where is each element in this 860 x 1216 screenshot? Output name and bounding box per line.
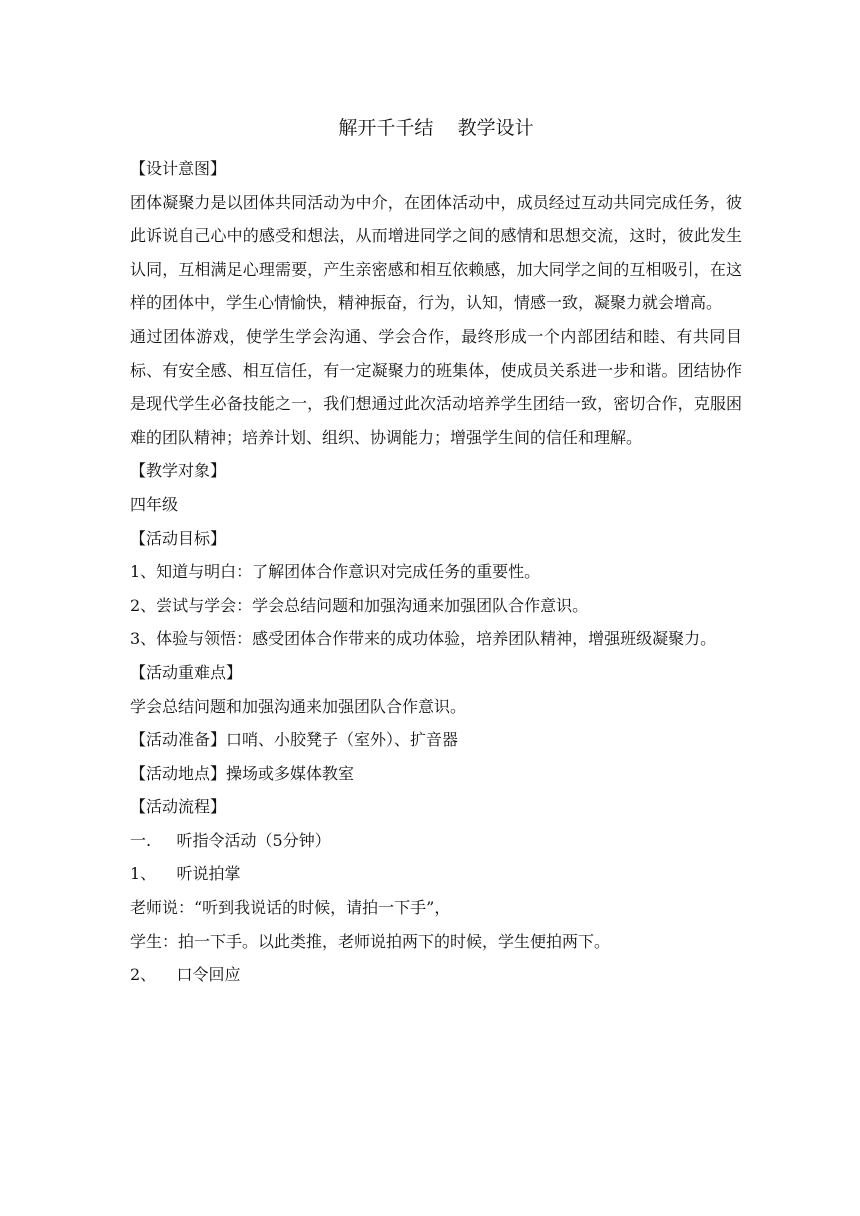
body-paragraph: 老师说：“听到我说话的时候，请拍一下手”， <box>130 898 451 918</box>
section-heading-key-points: 【活动重难点】 <box>130 662 243 682</box>
body-paragraph: 学生：拍一下手。以此类推，老师说拍两下的时候，学生便拍两下。 <box>130 931 611 951</box>
section-heading-procedure: 【活动流程】 <box>130 797 227 817</box>
document-page <box>130 112 742 992</box>
procedure-substep: 2、 口令回应 <box>130 965 241 985</box>
body-paragraph: 团体凝聚力是以团体共同活动为中介，在团体活动中，成员经过互动共同完成任务，彼此诉说自己心中的感受和想法，从而增进同学之间的感情和思想交流，这时，彼此发生认同，互相满足心理需要，产生亲密感和相互依赖感，加大同学之间的互相吸引，在这样的团体中，学生心情愉快，精神振奋，行为，认知，情感一致，凝聚力就会增高。 <box>130 192 742 313</box>
body-paragraph: 四年级 <box>130 494 179 514</box>
section-heading-teaching-target: 【教学对象】 <box>130 461 227 481</box>
document-title: 解开千千结 教学设计 <box>338 117 534 139</box>
section-heading-preparation: 【活动准备】口哨、小胶凳子（室外）、扩音器 <box>130 730 459 750</box>
section-heading-location: 【活动地点】操场或多媒体教室 <box>130 763 355 783</box>
procedure-step: 一. 听指令活动（5分钟） <box>130 830 331 850</box>
body-paragraph: 通过团体游戏，使学生学会沟通、学会合作，最终形成一个内部团结和睦、有共同目标、有安全感、相互信任，有一定凝聚力的班集体，使成员关系进一步和谐。团结协作是现代学生必备技能之一，我们想通过此次活动培养学生团结一致，密切合作，克服困难的团队精神；培养计划、组织、协调能力；增强学生间的信任和理解。 <box>130 326 742 447</box>
list-item: 1、知道与明白：了解团体合作意识对完成任务的重要性。 <box>130 562 541 582</box>
section-heading-activity-goals: 【活动目标】 <box>130 528 227 548</box>
section-heading-design-intent: 【设计意图】 <box>130 159 227 178</box>
list-item: 2、尝试与学会：学会总结问题和加强沟通来加强团队合作意识。 <box>130 595 589 615</box>
list-item: 3、体验与领悟：感受团体合作带来的成功体验，培养团队精神，增强班级凝聚力。 <box>130 629 717 649</box>
procedure-substep: 1、 听说拍掌 <box>130 864 241 884</box>
body-paragraph: 学会总结问题和加强沟通来加强团队合作意识。 <box>130 696 467 716</box>
